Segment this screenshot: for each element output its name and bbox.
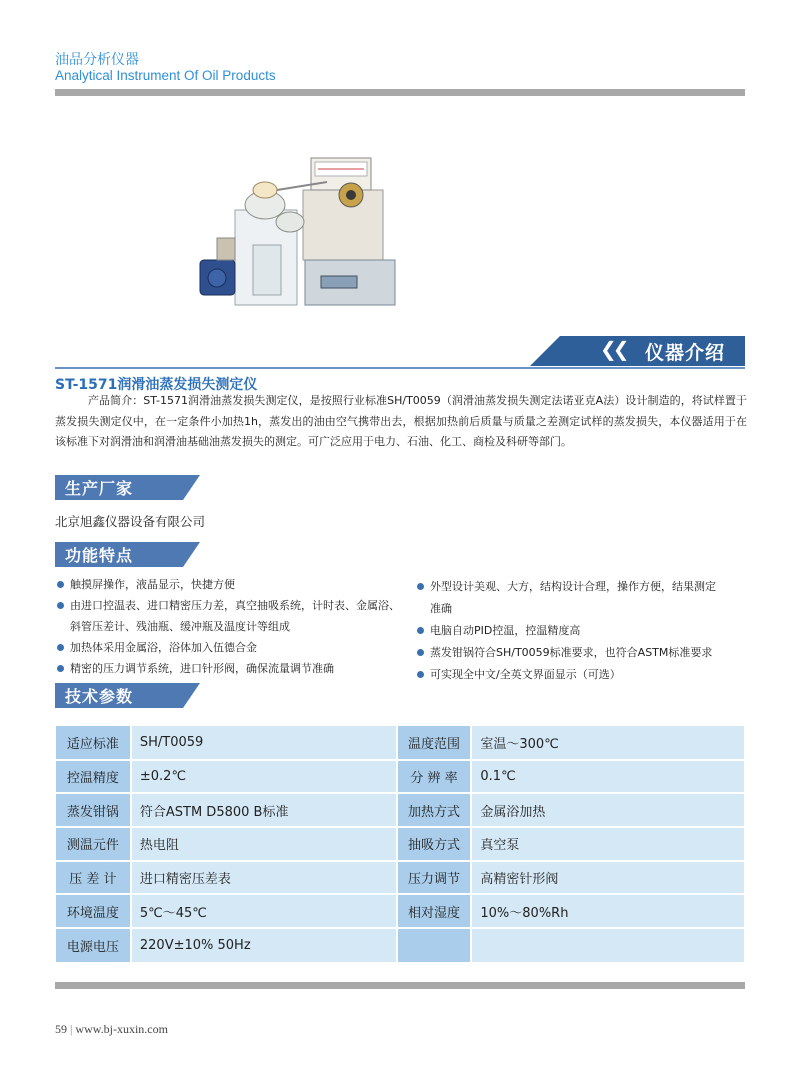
spec-value: 热电阻: [131, 827, 397, 861]
features-right-list: [417, 576, 717, 686]
product-photo: [195, 150, 410, 320]
table-row: [56, 726, 745, 760]
bullet-icon: [57, 581, 64, 588]
banner-underline: [55, 367, 745, 369]
list-item: 电脑自动PID控温，控温精度高: [417, 620, 717, 642]
product-title: ST-1571润滑油蒸发损失测定仪: [55, 377, 258, 393]
bottom-divider: [55, 982, 745, 989]
bullet-icon: [417, 649, 424, 656]
bullet-icon: [417, 583, 424, 590]
table-row: [56, 827, 745, 861]
spec-key: 相对湿度: [397, 894, 472, 928]
spec-value: ±0.2℃: [131, 760, 397, 794]
list-item: 加热体采用金属浴，浴体加入伍德合金: [57, 637, 402, 658]
spec-value: 220V±10% 50Hz: [131, 928, 397, 962]
banner-title: 仪器介绍: [645, 342, 726, 364]
table-row: [56, 861, 745, 895]
footer-separator: |: [70, 1022, 73, 1036]
bullet-icon: [57, 665, 64, 672]
table-row: [56, 928, 745, 962]
specs-table: [56, 726, 746, 962]
spec-value: 高精密针形阀: [471, 861, 745, 895]
spec-value: 金属浴加热: [471, 793, 745, 827]
header-title-cn: 油品分析仪器: [55, 52, 139, 68]
section-label: 生产厂家: [65, 479, 134, 498]
spec-key: 加热方式: [397, 793, 472, 827]
section-label: 功能特点: [65, 546, 134, 565]
spec-key: 压力调节: [397, 861, 472, 895]
product-intro: 产品简介：ST-1571润滑油蒸发损失测定仪，是按照行业标准SH/T0059（润滑油蒸发损失测定法诺亚克A法）设计制造的，将试样置于蒸发损失测定仪中，在一定条件小加热1h，蒸发出的油由空气携带出去，根据加热前后质量与质量之差测定试样的蒸发损失，本仪器适用于在该标准下对润滑油和润滑油基础油蒸发损失的测定。可广泛应用于电力、石油、化工、商检及科研等部门。: [55, 394, 747, 448]
list-item: 精密的压力调节系统，进口针形阀，确保流量调节准确: [57, 658, 402, 679]
spec-key: 分 辨 率: [397, 760, 472, 794]
spec-key: 温度范围: [397, 726, 472, 760]
website-link[interactable]: www.bj-xuxin.com: [75, 1022, 168, 1036]
double-chevron-left-icon: ❮❮: [600, 337, 626, 361]
spec-value: 室温～300℃: [471, 726, 745, 760]
spec-key: 电源电压: [56, 928, 131, 962]
spec-value: 进口精密压差表: [131, 861, 397, 895]
manufacturer-name: 北京旭鑫仪器设备有限公司: [55, 514, 206, 529]
spec-key: 环境温度: [56, 894, 131, 928]
list-item: 可实现全中文/全英文界面显示（可选）: [417, 664, 717, 686]
bullet-icon: [57, 602, 64, 609]
spec-key: 压 差 计: [56, 861, 131, 895]
spec-value: SH/T0059: [131, 726, 397, 760]
page-number: 59: [55, 1022, 67, 1036]
table-row: [56, 894, 745, 928]
section-header-specs: [55, 683, 200, 708]
bullet-icon: [417, 627, 424, 634]
table-row: [56, 760, 745, 794]
features-left-list: [57, 574, 402, 679]
spec-key: 抽吸方式: [397, 827, 472, 861]
spec-value: 符合ASTM D5800 B标准: [131, 793, 397, 827]
spec-key: 蒸发钳锅: [56, 793, 131, 827]
header-title-en: Analytical Instrument Of Oil Products: [55, 68, 276, 83]
spec-key: 控温精度: [56, 760, 131, 794]
section-header-features: [55, 542, 200, 567]
spec-key: 测温元件: [56, 827, 131, 861]
list-item: 由进口控温表、进口精密压力差，真空抽吸系统，计时表、金属浴、斜管压差计、残油瓶、缓冲瓶及温度计等组成: [57, 595, 402, 637]
list-item: 外型设计美观、大方，结构设计合理，操作方便，结果测定准确: [417, 576, 717, 620]
section-label: 技术参数: [65, 687, 134, 706]
spec-value: [471, 928, 745, 962]
footer: [55, 1022, 168, 1037]
spec-value: 真空泵: [471, 827, 745, 861]
spec-value: 5℃～45℃: [131, 894, 397, 928]
list-item: 蒸发钳锅符合SH/T0059标准要求，也符合ASTM标准要求: [417, 642, 717, 664]
section-header-manufacturer: [55, 475, 200, 500]
table-row: [56, 793, 745, 827]
spec-key: 适应标准: [56, 726, 131, 760]
spec-value: 10%～80%Rh: [471, 894, 745, 928]
list-item: 触摸屏操作，液晶显示，快捷方便: [57, 574, 402, 595]
bullet-icon: [57, 644, 64, 651]
spec-value: 0.1℃: [471, 760, 745, 794]
spec-key: [397, 928, 472, 962]
top-divider: [55, 89, 745, 96]
bullet-icon: [417, 671, 424, 678]
